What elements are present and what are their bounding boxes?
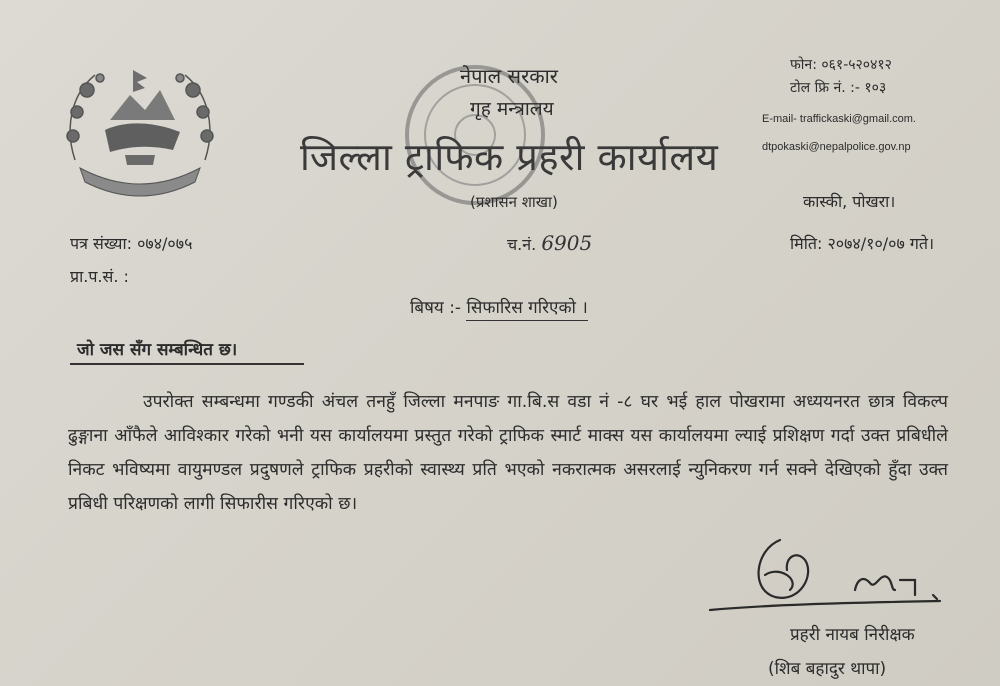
- ministry-name: गृह मन्त्रालय: [470, 98, 554, 120]
- signatory-name: (शिब बहादुर थापा): [768, 659, 887, 679]
- dispatch-number: 6905: [541, 231, 593, 255]
- office-location: कास्की, पोखरा।: [803, 192, 896, 211]
- office-name-heading: जिल्ला ट्राफिक प्रहरी कार्यालय: [300, 135, 719, 179]
- letter-body-text: उपरोक्त सम्बन्धमा गण्डकी अंचल तनहुँ जिल्ला मनपाङ गा.बि.स वडा नं -८ घर भई हाल पोखरामा अध्ययनरत छात्र विकल्प ढुङ्गाना आँफैले आविश्कार गरेको भनी यस कार्यालयमा प्रस्तुत गरेको ट्राफिक स्मार्ट माक्स यस कार्यालयमा ल्याई प्रशिक्षण गर्दा उक्त प्रबिधीले निकट भविष्यमा वायुमण्डल प्रदुषणले ट्राफिक प्रहरीको स्वास्थ्य प्रति भएको नकरात्मक असरलाई न्युनिकरण गर्न सक्ने देखिएको हुँदा उक्त प्रबिधी परिक्षणको लागी सिफारीस गरिएको छ।: [68, 392, 948, 514]
- government-name: नेपाल सरकार: [460, 64, 558, 88]
- addressee: जो जस सँग सम्बन्धित छ।: [77, 340, 238, 360]
- toll-free-number: टोल फ्रि नं. :- १०३: [790, 80, 887, 96]
- dispatch-reference: [507, 231, 592, 255]
- subject-text: सिफारिस गरिएको ।: [466, 298, 587, 321]
- phone-number: फोन: ०६१-५२०४१२: [790, 57, 892, 73]
- letter-number: पत्र संख्या: ०७४/०७५: [70, 234, 193, 253]
- dispatch-label: च.नं.: [507, 235, 537, 254]
- subject-line: [410, 295, 588, 318]
- handwritten-signature: [705, 535, 955, 620]
- subject-label: बिषय :-: [410, 298, 462, 318]
- email-address-primary: E-mail- traffickaski@gmail.com.: [762, 113, 916, 125]
- addressee-underline: [70, 363, 304, 365]
- nepal-emblem-logo: [55, 50, 225, 210]
- email-address-secondary: dtpokaski@nepalpolice.gov.np: [762, 141, 911, 153]
- branch-name: (प्रशासन शाखा): [470, 193, 558, 211]
- signatory-title: प्रहरी नायब निरीक्षक: [790, 625, 915, 645]
- letter-body: [68, 385, 948, 521]
- received-label: प्रा.प.सं. :: [70, 267, 129, 286]
- letter-date: मिति: २०७४/१०/०७ गते।: [790, 234, 935, 253]
